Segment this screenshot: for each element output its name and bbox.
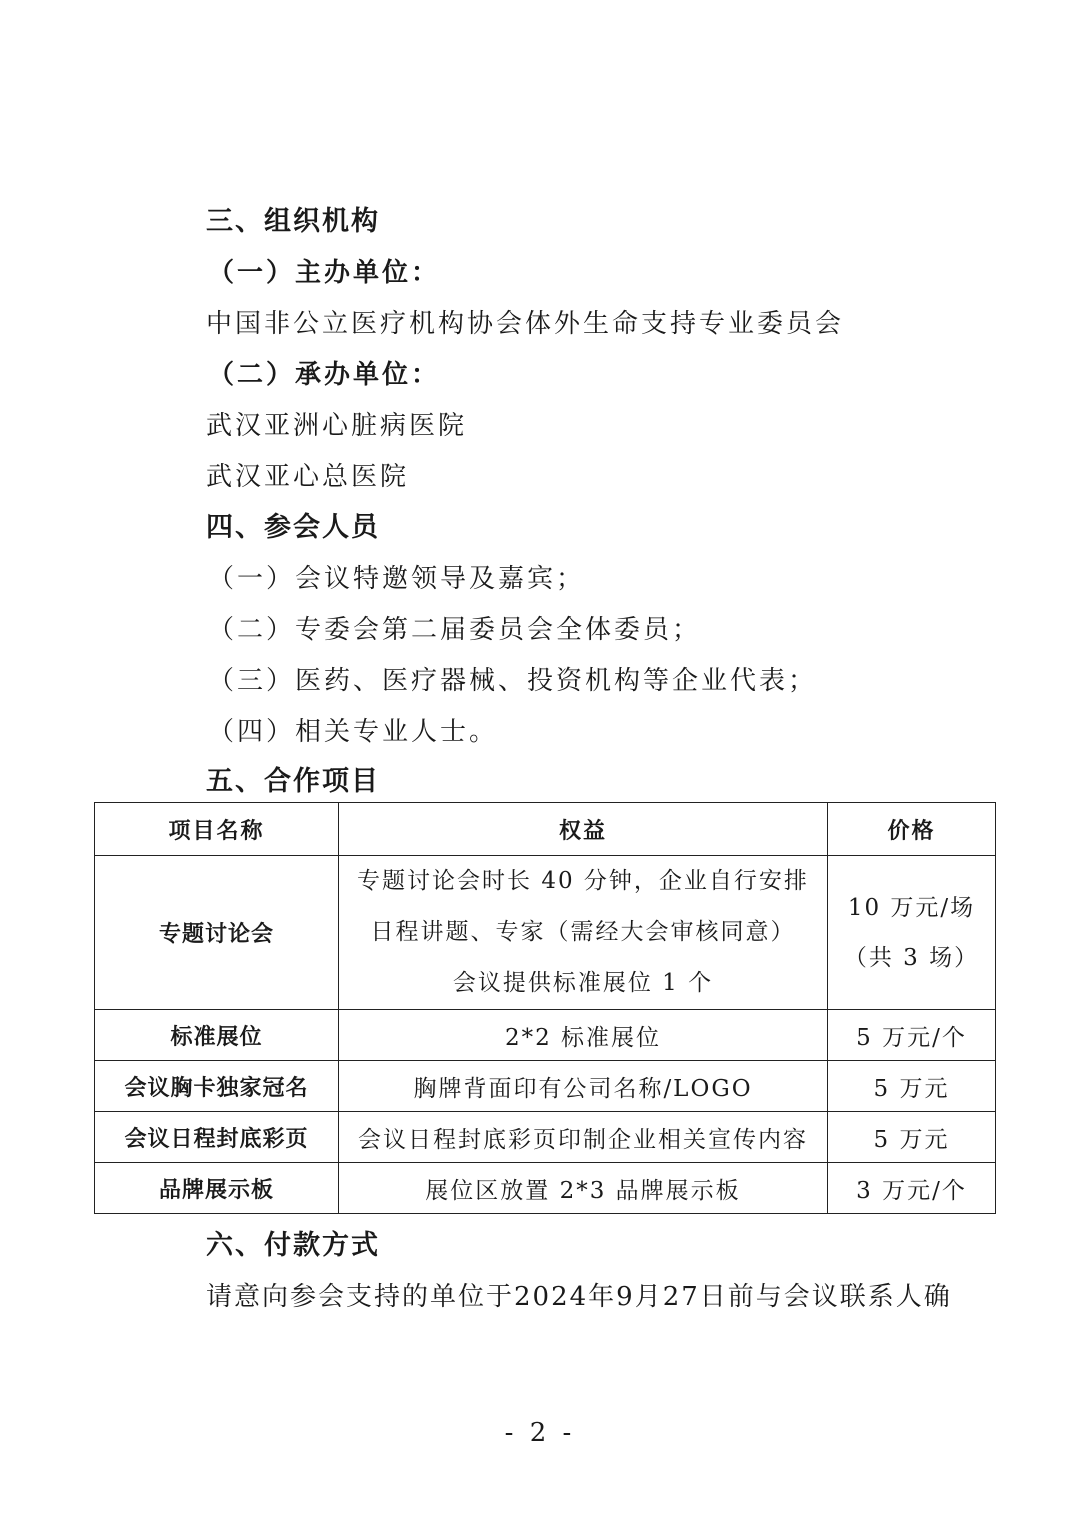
item-benefits: 胸牌背面印有公司名称/LOGO (339, 1061, 828, 1112)
host-organization: 中国非公立医疗机构协会体外生命支持专业委员会 (206, 309, 845, 339)
item-benefits (339, 856, 828, 1010)
section-4-title: 四、参会人员 (206, 512, 380, 543)
item-benefits: 2*2 标准展位 (339, 1010, 828, 1061)
payment-text: 请意向参会支持的单位于2024年9月27日前与会议联系人确 (206, 1282, 952, 1312)
table-header-row (95, 803, 996, 856)
section-5-title: 五、合作项目 (206, 766, 380, 797)
table-row (95, 1010, 996, 1061)
item-price (828, 856, 996, 1010)
benefit-line: 会议提供标准展位 1 个 (452, 970, 714, 996)
page-number: - 2 - (504, 1418, 576, 1448)
section-6-title: 六、付款方式 (206, 1230, 380, 1261)
item-name: 标准展位 (95, 1010, 339, 1061)
item-price: 5 万元 (828, 1112, 996, 1163)
attendee-item-1: （一）会议特邀领导及嘉宾； (208, 564, 586, 594)
item-price: 5 万元/个 (828, 1010, 996, 1061)
table-row (95, 1112, 996, 1163)
organizer-2: 武汉亚心总医院 (206, 462, 410, 492)
attendee-item-2: （二）专委会第二届委员会全体委员； (208, 615, 702, 645)
benefit-line: 日程讲题、专家（需经大会审核同意） (370, 919, 796, 945)
item-benefits: 展位区放置 2*3 品牌展示板 (339, 1163, 828, 1214)
item-name: 会议日程封底彩页 (95, 1112, 339, 1163)
benefit-line: 专题讨论会时长 40 分钟，企业自行安排 (357, 868, 809, 894)
item-name: 品牌展示板 (95, 1163, 339, 1214)
attendee-item-3: （三）医药、医疗器械、投资机构等企业代表； (208, 666, 818, 696)
price-line: 10 万元/场 (847, 894, 976, 921)
header-item-name: 项目名称 (95, 803, 339, 856)
attendee-item-4: （四）相关专业人士。 (208, 717, 499, 747)
organizer-label: （二）承办单位： (208, 360, 441, 390)
price-line: （共 3 场） (843, 944, 980, 971)
table-row (95, 856, 996, 1010)
table-row (95, 1061, 996, 1112)
item-price: 5 万元 (828, 1061, 996, 1112)
table-row (95, 1163, 996, 1214)
host-label: （一）主办单位： (208, 258, 441, 288)
item-name: 专题讨论会 (95, 856, 339, 1010)
section-3-title: 三、组织机构 (206, 206, 380, 237)
cooperation-table (94, 802, 996, 1214)
header-price: 价格 (828, 803, 996, 856)
header-benefits: 权益 (339, 803, 828, 856)
organizer-1: 武汉亚洲心脏病医院 (206, 411, 468, 441)
item-price: 3 万元/个 (828, 1163, 996, 1214)
item-benefits: 会议日程封底彩页印制企业相关宣传内容 (339, 1112, 828, 1163)
item-name: 会议胸卡独家冠名 (95, 1061, 339, 1112)
